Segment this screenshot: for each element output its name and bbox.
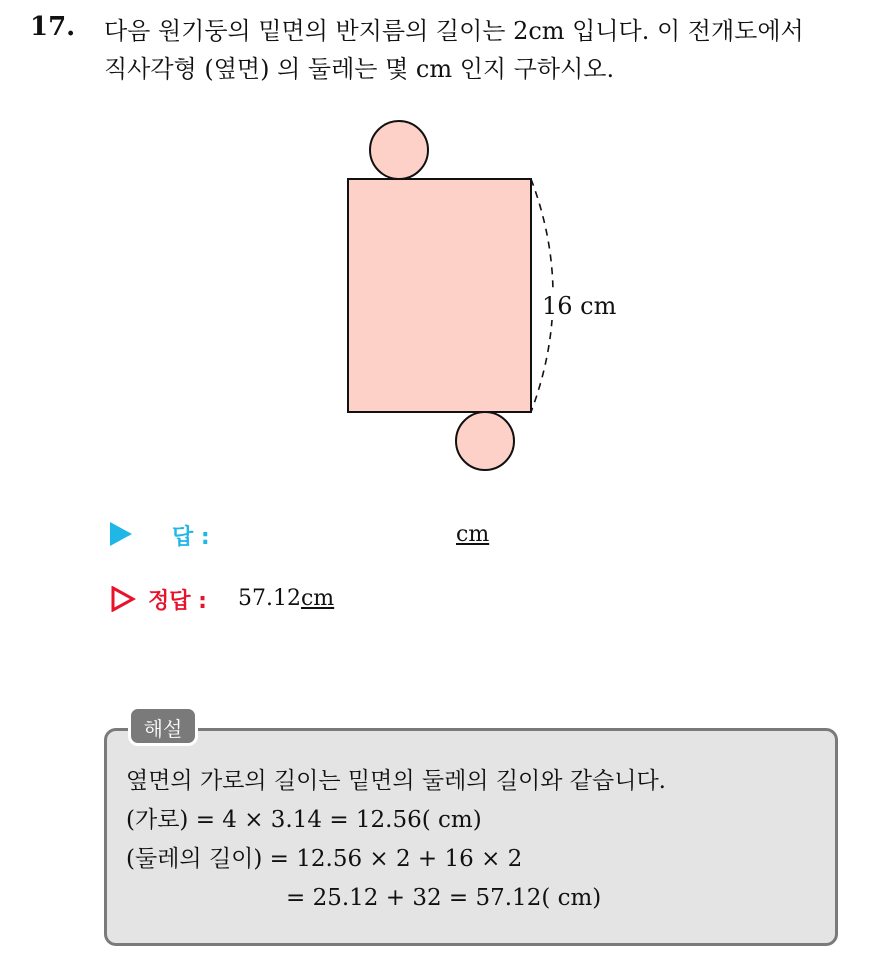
play-icon (110, 522, 132, 546)
solution-line: (둘레의 길이) = 12.56 × 2 + 16 × 2 (126, 846, 523, 872)
correct-answer-value (238, 586, 334, 611)
answer-row (110, 518, 610, 554)
correct-answer-label: 정답 : (148, 589, 207, 614)
correct-answer-row (110, 582, 610, 618)
question-number: 17. (30, 12, 76, 42)
height-label: 16 cm (542, 292, 617, 320)
solution-lines (126, 762, 666, 918)
question-line: 다음 원기둥의 밑면의 반지름의 길이는 2cm 입니다. 이 전개도에서 (104, 17, 804, 45)
solution-line: = 25.12 + 32 = 57.12( cm) (286, 885, 602, 911)
top-base-circle (370, 121, 428, 179)
question-text (104, 12, 864, 88)
side-rectangle (348, 179, 531, 412)
correct-value-number: 57.12 (238, 586, 301, 611)
correct-value-unit: cm (300, 586, 335, 611)
answer-label: 답 : (172, 525, 210, 550)
bottom-base-circle (456, 412, 514, 470)
cylinder-net-figure (300, 110, 660, 480)
solution-line: 옆면의 가로의 길이는 밑면의 둘레의 길이와 같습니다. (126, 768, 666, 794)
outline-play-icon (110, 586, 136, 612)
answer-unit: cm (456, 522, 490, 547)
question-line: 직사각형 (옆면) 의 둘레는 몇 cm 인지 구하시오. (104, 55, 615, 83)
solution-line: (가로) = 4 × 3.14 = 12.56( cm) (126, 807, 482, 833)
solution-tag: 해설 (128, 706, 198, 746)
